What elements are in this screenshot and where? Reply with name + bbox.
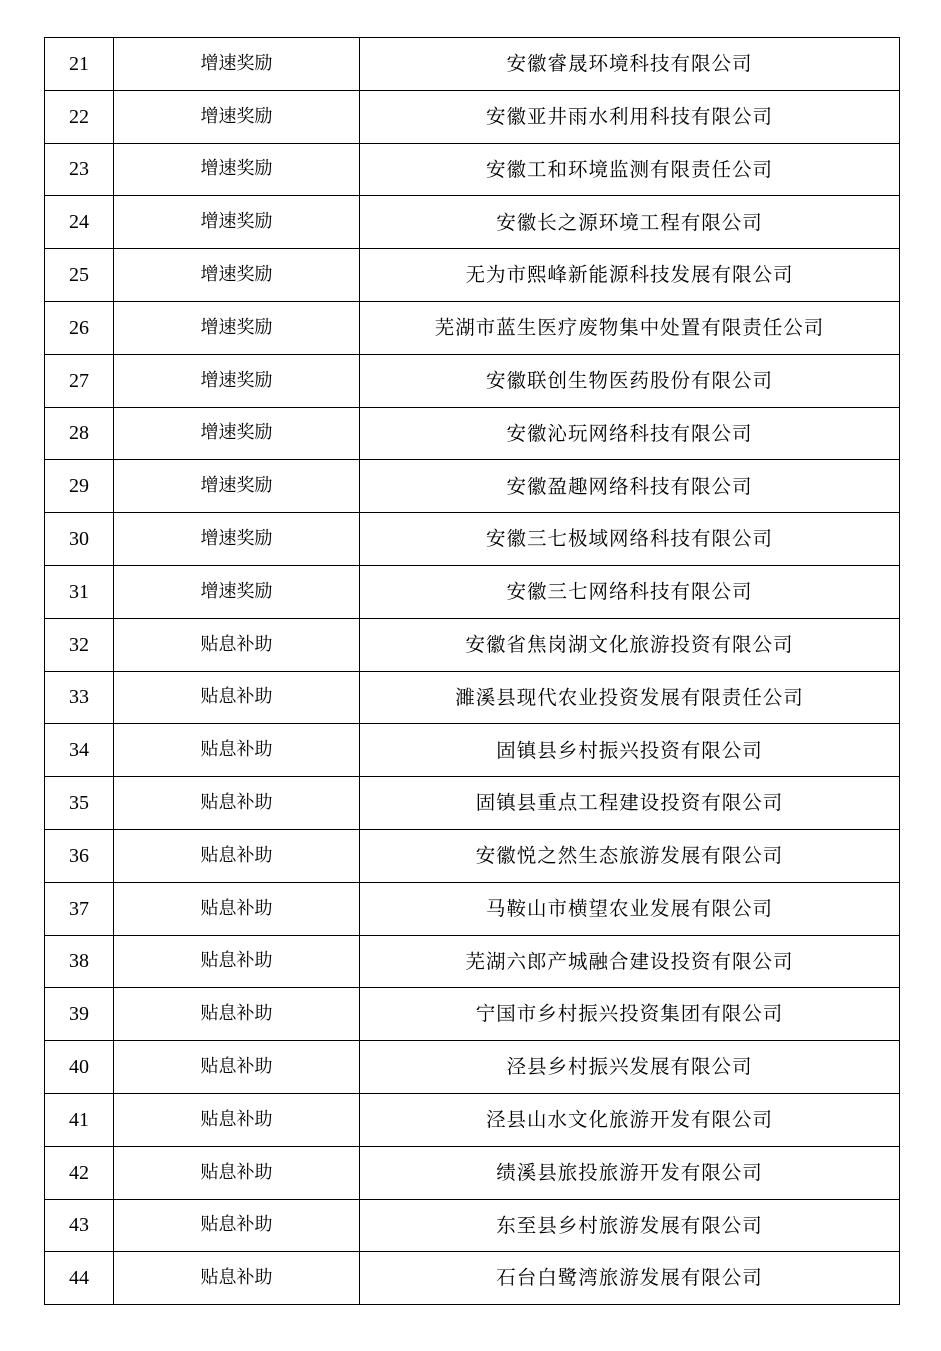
row-number-cell: 29 [45, 460, 114, 513]
table-row [45, 1146, 900, 1199]
table-row [45, 90, 900, 143]
support-type-cell: 贴息补助 [114, 935, 360, 988]
table-row [45, 249, 900, 302]
support-type-cell: 贴息补助 [114, 1252, 360, 1305]
support-type-cell: 贴息补助 [114, 1199, 360, 1252]
table-row [45, 935, 900, 988]
company-name-cell: 绩溪县旅投旅游开发有限公司 [360, 1146, 900, 1199]
company-name-cell: 安徽工和环境监测有限责任公司 [360, 143, 900, 196]
support-type-cell: 增速奖励 [114, 354, 360, 407]
company-name-cell: 濉溪县现代农业投资发展有限责任公司 [360, 671, 900, 724]
support-type-cell: 增速奖励 [114, 249, 360, 302]
row-number-cell: 23 [45, 143, 114, 196]
table-row [45, 1252, 900, 1305]
support-type-cell: 贴息补助 [114, 777, 360, 830]
support-type-cell: 贴息补助 [114, 1146, 360, 1199]
support-type-cell: 贴息补助 [114, 1041, 360, 1094]
table-row [45, 565, 900, 618]
company-name-cell: 泾县山水文化旅游开发有限公司 [360, 1093, 900, 1146]
company-name-cell: 安徽省焦岗湖文化旅游投资有限公司 [360, 618, 900, 671]
row-number-cell: 38 [45, 935, 114, 988]
company-name-cell: 安徽三七网络科技有限公司 [360, 565, 900, 618]
company-name-cell: 安徽长之源环境工程有限公司 [360, 196, 900, 249]
support-type-cell: 贴息补助 [114, 671, 360, 724]
table-row [45, 38, 900, 91]
table-row [45, 460, 900, 513]
table-row [45, 513, 900, 566]
row-number-cell: 44 [45, 1252, 114, 1305]
enterprise-list-table [44, 37, 900, 1305]
table-row [45, 1093, 900, 1146]
table-row [45, 301, 900, 354]
support-type-cell: 贴息补助 [114, 1093, 360, 1146]
support-type-cell: 贴息补助 [114, 988, 360, 1041]
row-number-cell: 24 [45, 196, 114, 249]
support-type-cell: 贴息补助 [114, 829, 360, 882]
company-name-cell: 芜湖市蓝生医疗废物集中处置有限责任公司 [360, 301, 900, 354]
row-number-cell: 39 [45, 988, 114, 1041]
support-type-cell: 增速奖励 [114, 301, 360, 354]
company-name-cell: 固镇县乡村振兴投资有限公司 [360, 724, 900, 777]
table-row [45, 1199, 900, 1252]
row-number-cell: 37 [45, 882, 114, 935]
company-name-cell: 安徽三七极域网络科技有限公司 [360, 513, 900, 566]
row-number-cell: 28 [45, 407, 114, 460]
company-name-cell: 安徽亚井雨水利用科技有限公司 [360, 90, 900, 143]
company-name-cell: 芜湖六郎产城融合建设投资有限公司 [360, 935, 900, 988]
row-number-cell: 40 [45, 1041, 114, 1094]
table-row [45, 196, 900, 249]
table-row [45, 618, 900, 671]
table-row [45, 671, 900, 724]
table-row [45, 777, 900, 830]
table-row [45, 407, 900, 460]
support-type-cell: 贴息补助 [114, 882, 360, 935]
row-number-cell: 22 [45, 90, 114, 143]
row-number-cell: 33 [45, 671, 114, 724]
row-number-cell: 41 [45, 1093, 114, 1146]
table-row [45, 354, 900, 407]
table-row [45, 724, 900, 777]
support-type-cell: 贴息补助 [114, 618, 360, 671]
table-row [45, 829, 900, 882]
row-number-cell: 42 [45, 1146, 114, 1199]
company-name-cell: 安徽悦之然生态旅游发展有限公司 [360, 829, 900, 882]
row-number-cell: 34 [45, 724, 114, 777]
company-name-cell: 东至县乡村旅游发展有限公司 [360, 1199, 900, 1252]
company-name-cell: 安徽盈趣网络科技有限公司 [360, 460, 900, 513]
support-type-cell: 增速奖励 [114, 38, 360, 91]
row-number-cell: 32 [45, 618, 114, 671]
support-type-cell: 增速奖励 [114, 196, 360, 249]
company-name-cell: 安徽联创生物医药股份有限公司 [360, 354, 900, 407]
company-name-cell: 马鞍山市横望农业发展有限公司 [360, 882, 900, 935]
company-name-cell: 宁国市乡村振兴投资集团有限公司 [360, 988, 900, 1041]
row-number-cell: 36 [45, 829, 114, 882]
table-row [45, 1041, 900, 1094]
row-number-cell: 26 [45, 301, 114, 354]
support-type-cell: 增速奖励 [114, 90, 360, 143]
support-type-cell: 增速奖励 [114, 143, 360, 196]
support-type-cell: 增速奖励 [114, 565, 360, 618]
table-body [45, 38, 900, 1305]
row-number-cell: 30 [45, 513, 114, 566]
table-row [45, 882, 900, 935]
row-number-cell: 43 [45, 1199, 114, 1252]
company-name-cell: 安徽沁玩网络科技有限公司 [360, 407, 900, 460]
row-number-cell: 27 [45, 354, 114, 407]
row-number-cell: 25 [45, 249, 114, 302]
row-number-cell: 31 [45, 565, 114, 618]
support-type-cell: 增速奖励 [114, 460, 360, 513]
company-name-cell: 泾县乡村振兴发展有限公司 [360, 1041, 900, 1094]
row-number-cell: 21 [45, 38, 114, 91]
support-type-cell: 增速奖励 [114, 407, 360, 460]
table-row [45, 143, 900, 196]
row-number-cell: 35 [45, 777, 114, 830]
company-name-cell: 无为市熙峰新能源科技发展有限公司 [360, 249, 900, 302]
company-name-cell: 安徽睿晟环境科技有限公司 [360, 38, 900, 91]
support-type-cell: 增速奖励 [114, 513, 360, 566]
support-type-cell: 贴息补助 [114, 724, 360, 777]
table-row [45, 988, 900, 1041]
company-name-cell: 固镇县重点工程建设投资有限公司 [360, 777, 900, 830]
company-name-cell: 石台白鹭湾旅游发展有限公司 [360, 1252, 900, 1305]
